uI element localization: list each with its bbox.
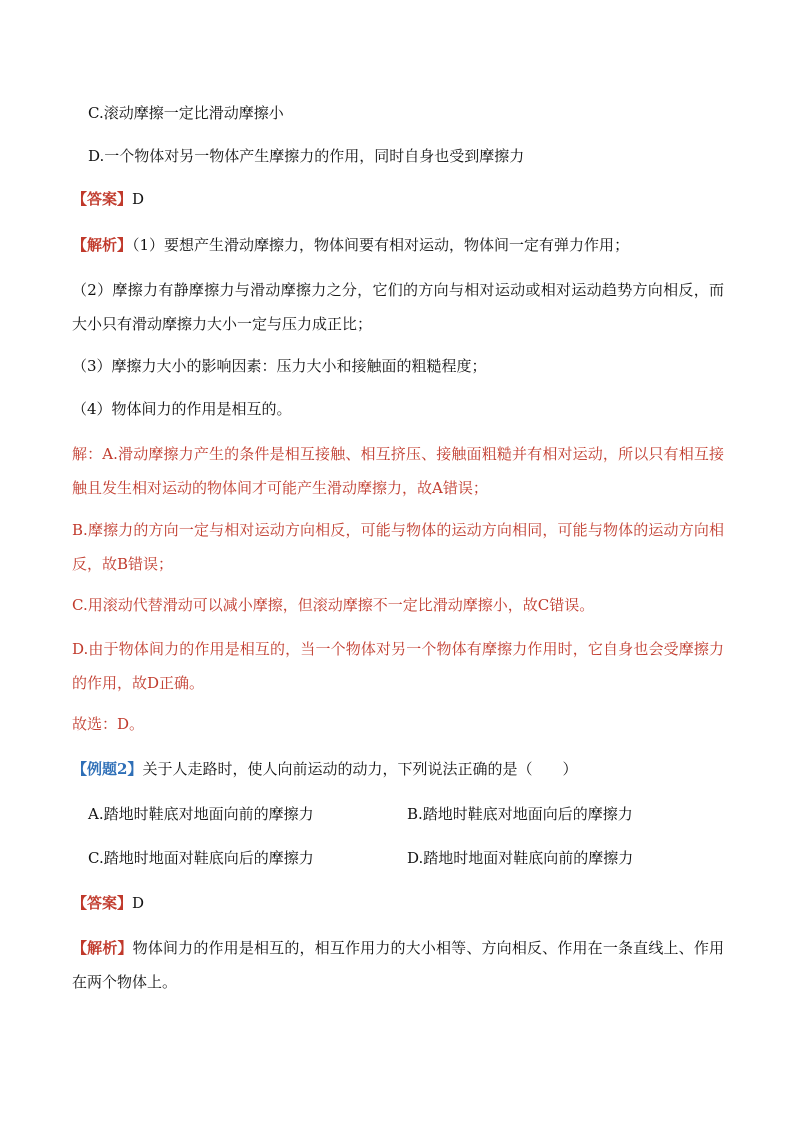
analysis-tag: 【解析】: [72, 236, 133, 254]
q2-analysis: [72, 931, 724, 999]
analysis-text-1: （1）要想产生滑动摩擦力，物体间要有相对运动，物体间一定有弹力作用；: [132, 236, 630, 254]
q1-option-d: D.一个物体对另一物体产生摩擦力的作用，同时自身也受到摩擦力: [88, 147, 525, 165]
q1-solution-a: 解：A.滑动摩擦力产生的条件是相互接触、相互挤压、接触面粗糙并有相对运动，所以只有相互接触且发生相对运动的物体间才可能产生滑动摩擦力，故A错误；: [72, 445, 724, 497]
q2-analysis-text: 物体间力的作用是相互的，相互作用力的大小相等、方向相反、作用在一条直线上、作用在两个物体上。: [72, 939, 724, 991]
q2-option-c: C.踏地时地面对鞋底向后的摩擦力: [88, 849, 314, 867]
q2-question-text: 关于人走路时，使人向前运动的动力，下列说法正确的是（ ）: [142, 760, 578, 778]
q1-answer: [72, 182, 724, 216]
answer-value: D: [132, 190, 145, 208]
q2-option-a: A.踏地时鞋底对地面向前的摩擦力: [88, 805, 314, 823]
example-tag: 【例题2】: [72, 760, 143, 778]
answer-tag: 【答案】: [72, 894, 133, 912]
q1-option-c: C.滚动摩擦一定比滑动摩擦小: [88, 104, 284, 122]
q2-answer: [72, 886, 724, 920]
q1-analysis-1: [72, 228, 724, 262]
q1-conclusion: 故选：D。: [72, 715, 145, 733]
q1-solution-b: B.摩擦力的方向一定与相对运动方向相反，可能与物体的运动方向相同，可能与物体的运动方向相反，故B错误；: [72, 521, 724, 573]
q1-analysis-2: （2）摩擦力有静摩擦力与滑动摩擦力之分，它们的方向与相对运动或相对运动趋势方向相反，而大小只有滑动摩擦力大小一定与压力成正比；: [72, 281, 724, 333]
q1-solution-d: D.由于物体间力的作用是相互的，当一个物体对另一个物体有摩擦力作用时，它自身也会受摩擦力的作用，故D正确。: [72, 640, 724, 692]
analysis-tag: 【解析】: [72, 939, 133, 957]
q2-question: [72, 752, 724, 786]
q1-analysis-4: （4）物体间力的作用是相互的。: [72, 400, 292, 418]
answer-tag: 【答案】: [72, 190, 133, 208]
q1-analysis-3: （3）摩擦力大小的影响因素：压力大小和接触面的粗糙程度；: [72, 357, 487, 375]
q1-solution-c: C.用滚动代替滑动可以减小摩擦，但滚动摩擦不一定比滑动摩擦小，故C错误。: [72, 596, 595, 614]
q2-option-d: D.踏地时地面对鞋底向前的摩擦力: [407, 849, 634, 867]
q2-option-b: B.踏地时鞋底对地面向后的摩擦力: [407, 805, 633, 823]
answer-value: D: [132, 894, 145, 912]
